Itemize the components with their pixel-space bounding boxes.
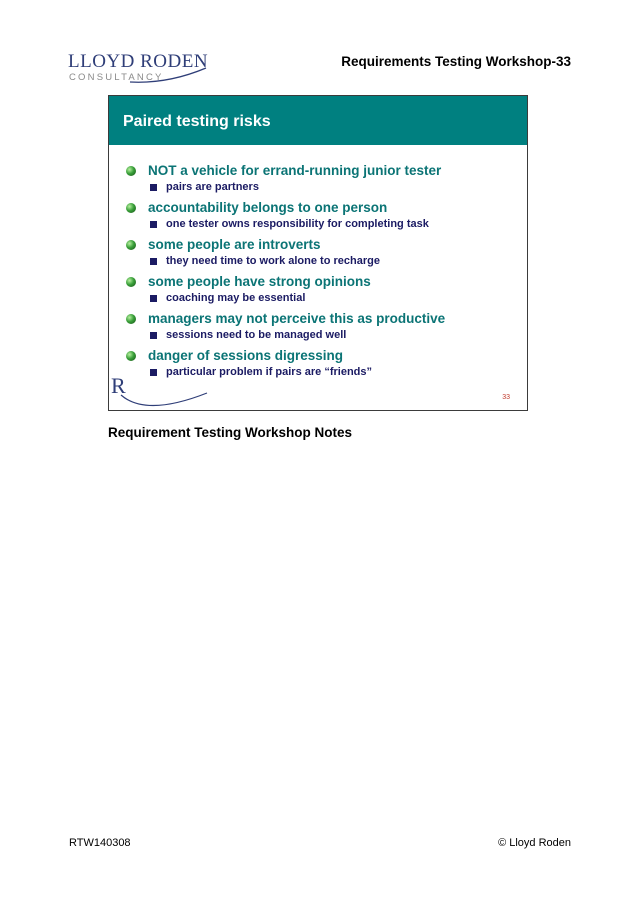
sub-bullet-text: pairs are partners (166, 181, 259, 193)
bullet-item (109, 274, 527, 311)
bullet-text: NOT a vehicle for errand-running junior tester (148, 163, 442, 178)
document-title: Requirements Testing Workshop-33 (341, 54, 571, 69)
slide-header (109, 96, 527, 145)
square-bullet-icon (150, 184, 157, 191)
bullet-item (109, 311, 527, 348)
square-bullet-icon (150, 258, 157, 265)
bullet-item (109, 200, 527, 237)
bullet-text: accountability belongs to one person (148, 200, 388, 215)
sub-bullet-text: sessions need to be managed well (166, 329, 347, 341)
slide-logo-letter: R (111, 373, 126, 398)
sub-bullet-text: one tester owns responsibility for completing task (166, 218, 429, 230)
bullet-text: some people are introverts (148, 237, 321, 252)
bullet-item (109, 163, 527, 200)
notes-heading: Requirement Testing Workshop Notes (108, 425, 353, 440)
bullet-text: some people have strong opinions (148, 274, 371, 289)
footer-doc-code: RTW140308 (69, 837, 131, 849)
square-bullet-icon (150, 221, 157, 228)
slide-title: Paired testing risks (123, 113, 271, 130)
logo-subtitle: CONSULTANCY (69, 72, 164, 83)
sub-bullet-text: particular problem if pairs are “friends” (166, 366, 373, 378)
square-bullet-icon (150, 332, 157, 339)
sub-bullet-text: they need time to work alone to recharge (166, 255, 380, 267)
footer-copyright: © Lloyd Roden (498, 837, 571, 849)
bullet-ball-icon (126, 314, 136, 324)
bullet-ball-icon (126, 351, 136, 361)
bullet-ball-icon (126, 166, 136, 176)
bullet-text: managers may not perceive this as productive (148, 311, 446, 326)
bullet-text: danger of sessions digressing (148, 348, 344, 363)
company-logo (68, 52, 218, 94)
bullet-ball-icon (126, 203, 136, 213)
bullet-ball-icon (126, 277, 136, 287)
slide-number: 33 (502, 394, 510, 401)
bullet-ball-icon (126, 240, 136, 250)
slide-logo-icon (111, 373, 215, 409)
bullet-item (109, 237, 527, 274)
sub-bullet-text: coaching may be essential (166, 292, 306, 304)
bullet-list (109, 163, 527, 385)
logo-name: LLOYD RODEN (68, 51, 209, 72)
slide (108, 95, 528, 411)
square-bullet-icon (150, 295, 157, 302)
